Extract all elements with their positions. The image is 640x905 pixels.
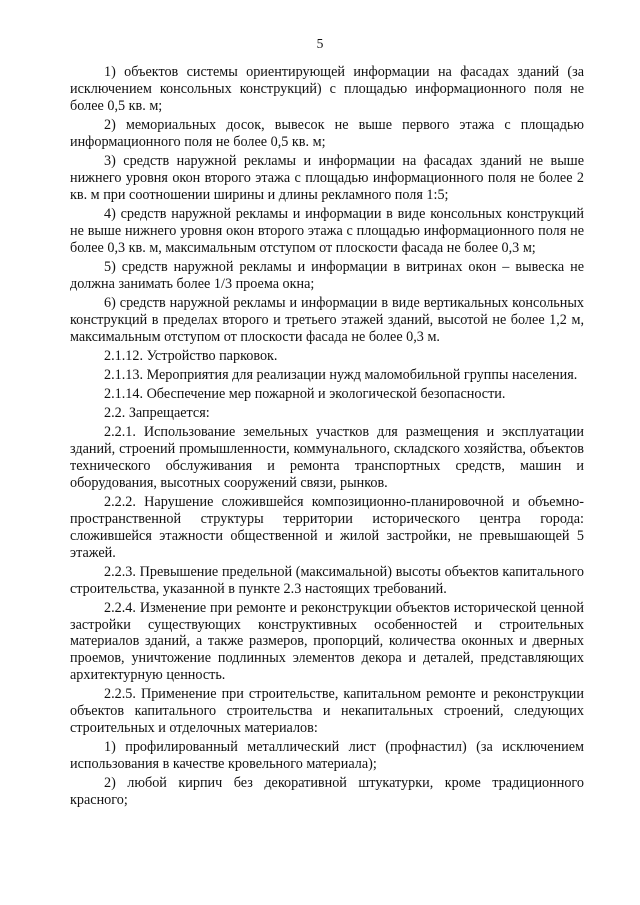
clause-2-1-14: 2.1.14. Обеспечение мер пожарной и экологической безопасности. <box>104 385 506 402</box>
clause-2-2-4: 2.2.4. Изменение при ремонте и реконструкции объектов исторической ценной застройки существующих конструктивных особенностей и строительных материалов зданий, а также размеров, пропорций, количества оконных и дверных проемов, уничтожение подлинных элементов декора и деталей, представляющих архитектурную ценность. <box>70 599 584 684</box>
material-item-1: 1) профилированный металлический лист (профнастил) (за исключением использования в качестве кровельного материала); <box>70 739 584 773</box>
list-item-2: 2) мемориальных досок, вывесок не выше первого этажа с площадью информационного поля не более 0,5 кв. м; <box>70 116 584 150</box>
material-item-2: 2) любой кирпич без декоративной штукатурки, кроме традиционного красного; <box>70 775 584 809</box>
clause-2-2-5: 2.2.5. Применение при строительстве, капитальном ремонте и реконструкции объектов капитального строительства и некапитальных строений, следующих строительных и отделочных материалов: <box>70 686 584 737</box>
page-number: 5 <box>316 36 324 51</box>
clause-2-2-1: 2.2.1. Использование земельных участков для размещения и эксплуатации зданий, строений промышленности, коммунального, складского хозяйства, объектов технического обслуживания и ремонта транспортных средств, машин и оборудования, высотных сооружений связи, рынков. <box>70 424 584 491</box>
list-item-5: 5) средств наружной рекламы и информации в витринах окон – вывеска не должна занимать более 1/3 проема окна; <box>70 258 584 292</box>
clause-2-2-3: 2.2.3. Превышение предельной (максимальной) высоты объектов капитального строительства, указанной в пункте 2.3 настоящих требований. <box>70 563 584 597</box>
list-item-4: 4) средств наружной рекламы и информации в виде консольных конструкций не выше нижнего уровня окон второго этажа с площадью информационного поля не более 0,3 кв. м, максимальным отступом от плоскости фасада не более 0,3 м; <box>70 205 584 256</box>
list-item-6: 6) средств наружной рекламы и информации в виде вертикальных консольных конструкций в пределах второго и третьего этажей зданий, высотой не более 1,2 м, максимальным отступом от плоскости фасада не более 0,3 м. <box>70 294 584 345</box>
list-item-3: 3) средств наружной рекламы и информации на фасадах зданий не выше нижнего уровня окон второго этажа с площадью информационного поля не более 2 кв. м при соотношении ширины и длины рекламного поля 1:5; <box>70 152 584 203</box>
clause-2-1-12: 2.1.12. Устройство парковок. <box>104 347 278 364</box>
clause-2-1-13: 2.1.13. Мероприятия для реализации нужд маломобильной группы населения. <box>104 366 578 383</box>
clause-2-2-2: 2.2.2. Нарушение сложившейся композиционно-планировочной и объемно-пространственной структуры территории исторического центра города: сложившейся этажности общественной и жилой застройки, не превышающей 5 этажей. <box>70 493 584 561</box>
document-body <box>70 64 584 811</box>
list-item-1: 1) объектов системы ориентирующей информации на фасадах зданий (за исключением консольных конструкций) с площадью информационного поля не более 0,5 кв. м; <box>70 64 584 114</box>
clause-2-2: 2.2. Запрещается: <box>104 404 210 421</box>
